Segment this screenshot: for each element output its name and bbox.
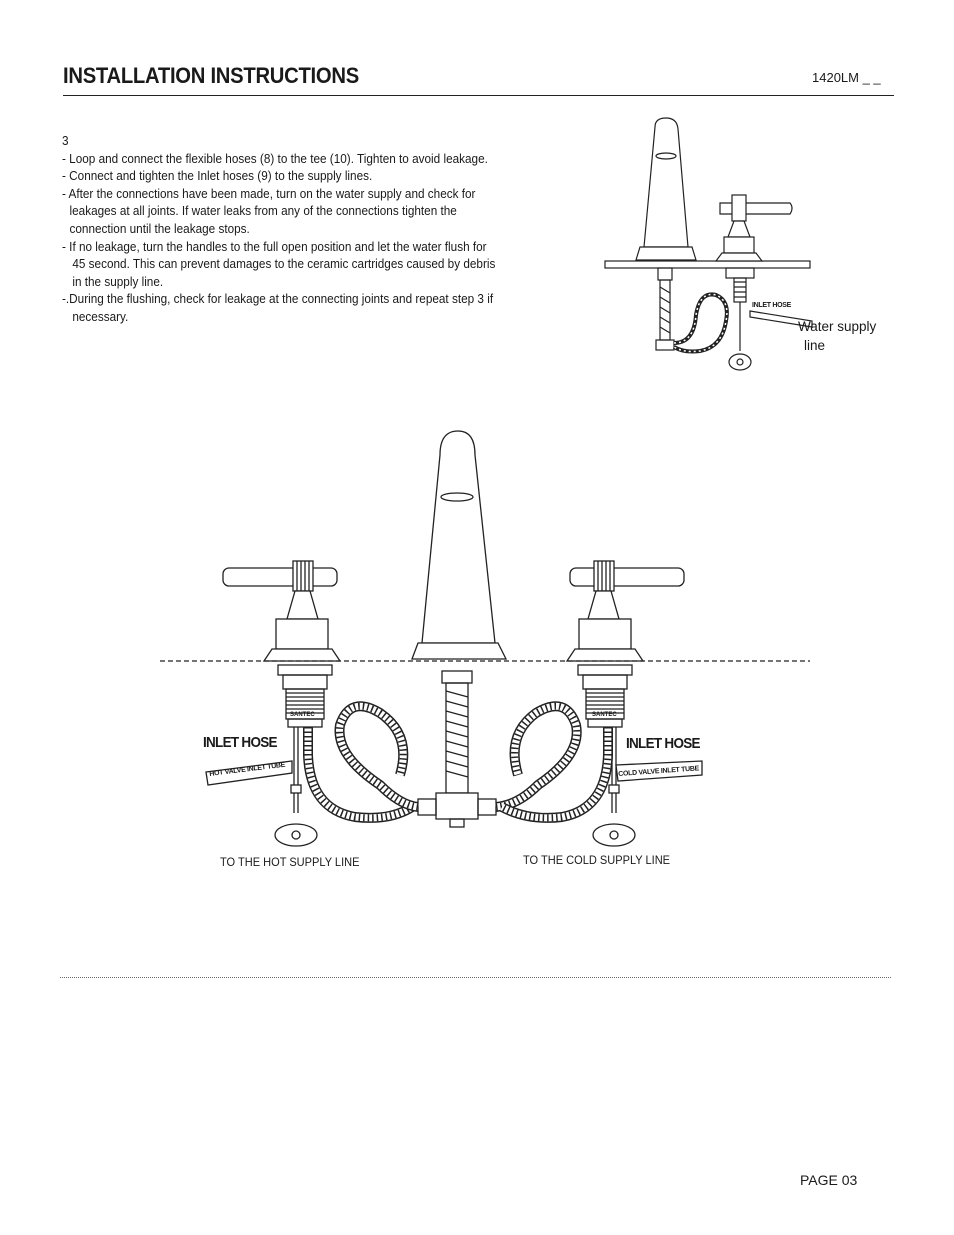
step-line: - After the connections have been made, turn on the water supply and check for <box>62 186 476 201</box>
step-line: 45 second. This can prevent damages to the ceramic cartridges caused by debris <box>72 257 496 272</box>
step-line: in the supply line. <box>72 274 164 289</box>
water-supply-label-line2: line <box>804 338 826 353</box>
water-supply-label: Water supply <box>798 319 877 334</box>
inlet-hose-label-left: INLET HOSE <box>203 734 277 751</box>
step-line: -.During the flushing, check for leakage at the connecting joints and repeat step 3 if <box>62 292 494 307</box>
page-title: INSTALLATION INSTRUCTIONS <box>63 63 359 88</box>
step-line: - If no leakage, turn the handles to the full open position and let the water flush for <box>62 239 487 254</box>
hot-valve-tube-label: HOT VALVE INLET TUBE <box>209 761 286 778</box>
cold-valve-tube-label: COLD VALVE INLET TUBE <box>618 765 700 778</box>
side-inlet-hose-label: INLET HOSE <box>752 302 792 309</box>
hot-supply-label: TO THE HOT SUPPLY LINE <box>220 855 360 869</box>
header-divider <box>63 95 894 96</box>
inlet-hose-label-right: INLET HOSE <box>626 735 700 752</box>
step-line: - Connect and tighten the Inlet hoses (9) to the supply lines. <box>62 169 373 184</box>
step-line: connection until the leakage stops. <box>69 221 250 236</box>
santec-label-left: SANTEC <box>290 712 315 718</box>
step-line: leakages at all joints. If water leaks from any of the connections tighten the <box>69 204 457 219</box>
front-view-faucet-illustration <box>150 425 820 845</box>
santec-label-right: SANTEC <box>592 712 617 718</box>
page-number: PAGE 03 <box>800 1172 858 1188</box>
side-view-faucet-illustration <box>600 115 815 375</box>
step-line: - Loop and connect the flexible hoses (8) to the tee (10). Tighten to avoid leakage. <box>62 151 488 166</box>
step-line: necessary. <box>72 309 129 324</box>
model-number: 1420LM _ _ <box>812 70 881 85</box>
step-number: 3 <box>62 134 69 148</box>
step-instructions <box>62 133 523 327</box>
cold-supply-label: TO THE COLD SUPPLY LINE <box>523 853 671 867</box>
footer-divider <box>60 977 891 978</box>
